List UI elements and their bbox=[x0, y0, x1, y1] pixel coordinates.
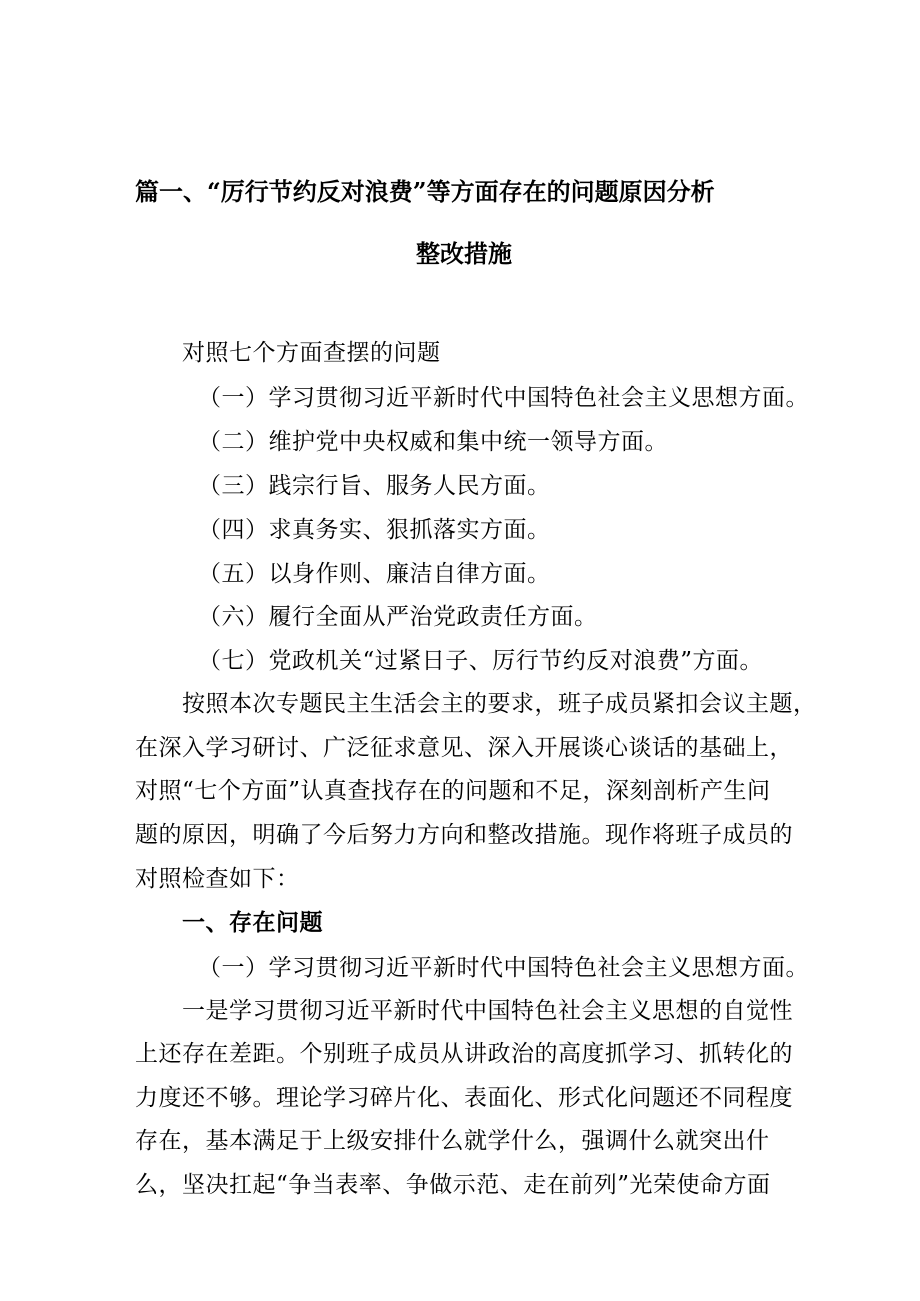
paragraph-line: 上还存在差距。个别班子成员从讲政治的高度抓学习、抓转化的 bbox=[135, 1041, 793, 1067]
list-item: （六）履行全面从严治党政责任方面。 bbox=[198, 604, 598, 630]
list-item: （七）党政机关“过紧日子、厉行节约反对浪费”方面。 bbox=[198, 648, 764, 674]
paragraph-line: 存在，基本满足于上级安排什么就学什么，强调什么就突出什 bbox=[135, 1128, 770, 1154]
paragraph-line: 一是学习贯彻习近平新时代中国特色社会主义思想的自觉性 bbox=[182, 998, 793, 1024]
section-subheading: （一）学习贯彻习近平新时代中国特色社会主义思想方面。 bbox=[198, 955, 809, 981]
list-item: （五）以身作则、廉洁自律方面。 bbox=[198, 561, 551, 587]
list-item: （四）求真务实、狠抓落实方面。 bbox=[198, 517, 551, 543]
paragraph-line: 对照检查如下： bbox=[135, 866, 300, 892]
section-heading: 一、存在问题 bbox=[182, 909, 323, 936]
paragraph-line: 对照“七个方面”认真查找存在的问题和不足，深刻剖析产生问 bbox=[135, 778, 771, 804]
paragraph-line: 题的原因，明确了今后努力方向和整改措施。现作将班子成员的 bbox=[135, 822, 793, 848]
intro-heading: 对照七个方面查摆的问题 bbox=[182, 340, 441, 366]
paragraph-line: 么，坚决扛起“争当表率、争做示范、走在前列”光荣使命方面 bbox=[135, 1172, 771, 1198]
paragraph-line: 力度还不够。理论学习碎片化、表面化、形式化问题还不同程度 bbox=[135, 1085, 793, 1111]
paragraph-line: 在深入学习研讨、广泛征求意见、深入开展谈心谈话的基础上， bbox=[135, 735, 793, 761]
document-title-line-2: 整改措施 bbox=[416, 239, 512, 268]
list-item: （二）维护党中央权威和集中统一领导方面。 bbox=[198, 429, 668, 455]
paragraph-line: 按照本次专题民主生活会主的要求，班子成员紧扣会议主题， bbox=[182, 691, 817, 717]
list-item: （三）践宗行旨、服务人民方面。 bbox=[198, 473, 551, 499]
document-title-line-1: 篇一、“厉行节约反对浪费”等方面存在的问题原因分析 bbox=[135, 177, 715, 206]
list-item: （一）学习贯彻习近平新时代中国特色社会主义思想方面。 bbox=[198, 385, 809, 411]
